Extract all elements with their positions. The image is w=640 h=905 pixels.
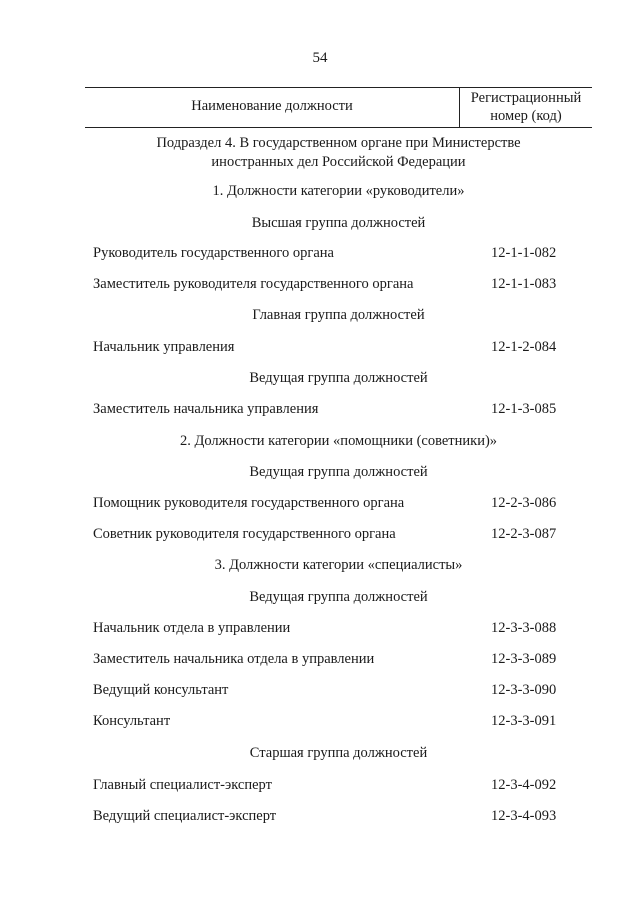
position-name: Заместитель начальника управления <box>93 401 319 417</box>
position-code: 12-3-3-088 <box>491 620 557 636</box>
position-name: Ведущий специалист-эксперт <box>93 808 277 824</box>
position-code: 12-3-3-091 <box>491 713 557 729</box>
header-position-name: Наименование должности <box>191 98 353 114</box>
subdivision-line2: иностранных дел Российской Федерации <box>211 153 466 170</box>
position-name: Помощник руководителя государственного органа <box>93 495 405 511</box>
position-code: 12-1-3-085 <box>491 401 557 417</box>
header-code-line1: Регистрационный <box>470 90 582 106</box>
position-name: Заместитель начальника отдела в управлении <box>93 651 375 667</box>
position-name: Главный специалист-эксперт <box>93 777 272 793</box>
group-heading: Ведущая группа должностей <box>249 370 428 386</box>
category-1-title: 1. Должности категории «руководители» <box>212 183 465 199</box>
category-2-title: 2. Должности категории «помощники (советники)» <box>179 433 498 449</box>
position-code: 12-3-3-089 <box>491 651 557 667</box>
group-heading: Ведущая группа должностей <box>249 589 428 605</box>
position-name: Начальник отдела в управлении <box>93 620 291 636</box>
subdivision-title <box>85 134 592 171</box>
group-heading: Старшая группа должностей <box>249 745 428 761</box>
group-heading: Высшая группа должностей <box>251 215 426 231</box>
subdivision-line1: Подраздел 4. В государственном органе при Министерстве <box>156 135 521 151</box>
position-code: 12-1-1-082 <box>491 245 557 261</box>
position-code: 12-2-3-087 <box>491 526 557 542</box>
position-name: Консультант <box>93 713 171 729</box>
page-number: 54 <box>312 50 328 66</box>
position-code: 12-2-3-086 <box>491 495 557 511</box>
table-header-bottom-rule <box>85 127 592 128</box>
position-name: Заместитель руководителя государственного органа <box>93 276 414 292</box>
group-heading: Главная группа должностей <box>252 307 425 323</box>
position-name: Советник руководителя государственного органа <box>93 526 396 542</box>
position-name: Руководитель государственного органа <box>93 245 334 261</box>
group-heading: Ведущая группа должностей <box>249 464 428 480</box>
position-code: 12-3-4-093 <box>491 808 557 824</box>
position-name: Ведущий консультант <box>93 682 229 698</box>
position-code: 12-1-2-084 <box>491 339 557 355</box>
category-3-title: 3. Должности категории «специалисты» <box>214 557 463 573</box>
header-registration-code <box>460 89 592 125</box>
position-code: 12-3-4-092 <box>491 777 557 793</box>
position-code: 12-3-3-090 <box>491 682 557 698</box>
position-code: 12-1-1-083 <box>491 276 557 292</box>
header-code-line2: номер (код) <box>490 108 562 124</box>
position-name: Начальник управления <box>93 339 235 355</box>
table-header-top-rule <box>85 87 592 88</box>
